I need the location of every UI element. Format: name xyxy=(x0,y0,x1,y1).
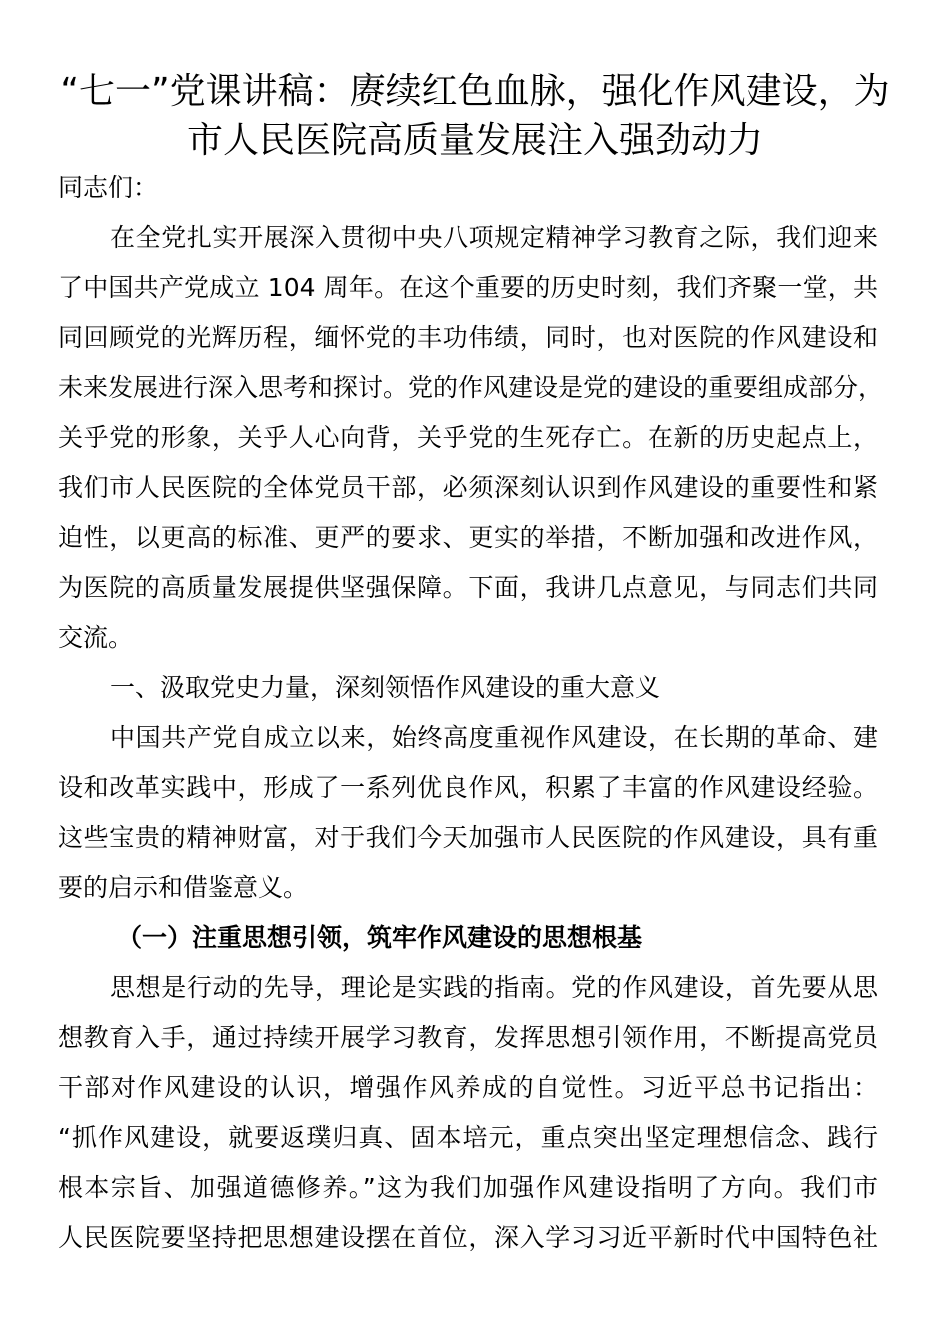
intro-line: 未来发展进行深入思考和探讨。党的作风建设是党的建设的重要组成部分， xyxy=(58,373,884,402)
intro-line: 我们市人民医院的全体党员干部，必须深刻认识到作风建设的重要性和紧 xyxy=(58,473,878,502)
salutation: 同志们： xyxy=(58,173,159,202)
section-heading: 一、汲取党史力量，深刻领悟作风建设的重大意义 xyxy=(110,673,661,702)
subsection-heading: （一）注重思想引领，筑牢作风建设的思想根基 xyxy=(117,923,643,952)
section-paragraph-line: 这些宝贵的精神财富，对于我们今天加强市人民医院的作风建设，具有重 xyxy=(58,823,878,852)
intro-line: 迫性，以更高的标准、更严的要求、更实的举措，不断加强和改进作风， xyxy=(58,523,878,552)
document-title-line-1: “七一”党课讲稿：赓续红色血脉，强化作风建设，为 xyxy=(60,71,890,112)
intro-line: 了中国共产党成立 104 周年。在这个重要的历史时刻，我们齐聚一堂，共 xyxy=(58,273,878,302)
intro-line: 交流。 xyxy=(58,623,134,652)
subsection-paragraph-line: 思想是行动的先导，理论是实践的指南。党的作风建设，首先要从思 xyxy=(110,973,878,1002)
subsection-paragraph-line: 想教育入手，通过持续开展学习教育，发挥思想引领作用，不断提高党员 xyxy=(58,1023,878,1052)
subsection-paragraph-line: 人民医院要坚持把思想建设摆在首位，深入学习习近平新时代中国特色社 xyxy=(58,1223,878,1252)
subsection-paragraph-line: 根本宗旨、加强道德修养。”这为我们加强作风建设指明了方向。我们市 xyxy=(58,1173,878,1202)
document-title-line-2: 市人民医院高质量发展注入强劲动力 xyxy=(186,120,763,161)
intro-line: 为医院的高质量发展提供坚强保障。下面，我讲几点意见，与同志们共同 xyxy=(58,573,878,602)
subsection-paragraph-line: 干部对作风建设的认识，增强作风养成的自觉性。习近平总书记指出： xyxy=(58,1073,878,1102)
intro-line: 同回顾党的光辉历程，缅怀党的丰功伟绩，同时，也对医院的作风建设和 xyxy=(58,323,878,352)
section-paragraph-line: 设和改革实践中，形成了一系列优良作风，积累了丰富的作风建设经验。 xyxy=(58,773,878,802)
section-paragraph-line: 要的启示和借鉴意义。 xyxy=(58,873,309,902)
subsection-paragraph-line: “抓作风建设，就要返璞归真、固本培元，重点突出坚定理想信念、践行 xyxy=(58,1123,878,1152)
section-paragraph-line: 中国共产党自成立以来，始终高度重视作风建设，在长期的革命、建 xyxy=(110,723,878,752)
intro-line: 在全党扎实开展深入贯彻中央八项规定精神学习教育之际，我们迎来 xyxy=(110,223,878,252)
intro-line: 关乎党的形象，关乎人心向背，关乎党的生死存亡。在新的历史起点上， xyxy=(58,423,878,452)
